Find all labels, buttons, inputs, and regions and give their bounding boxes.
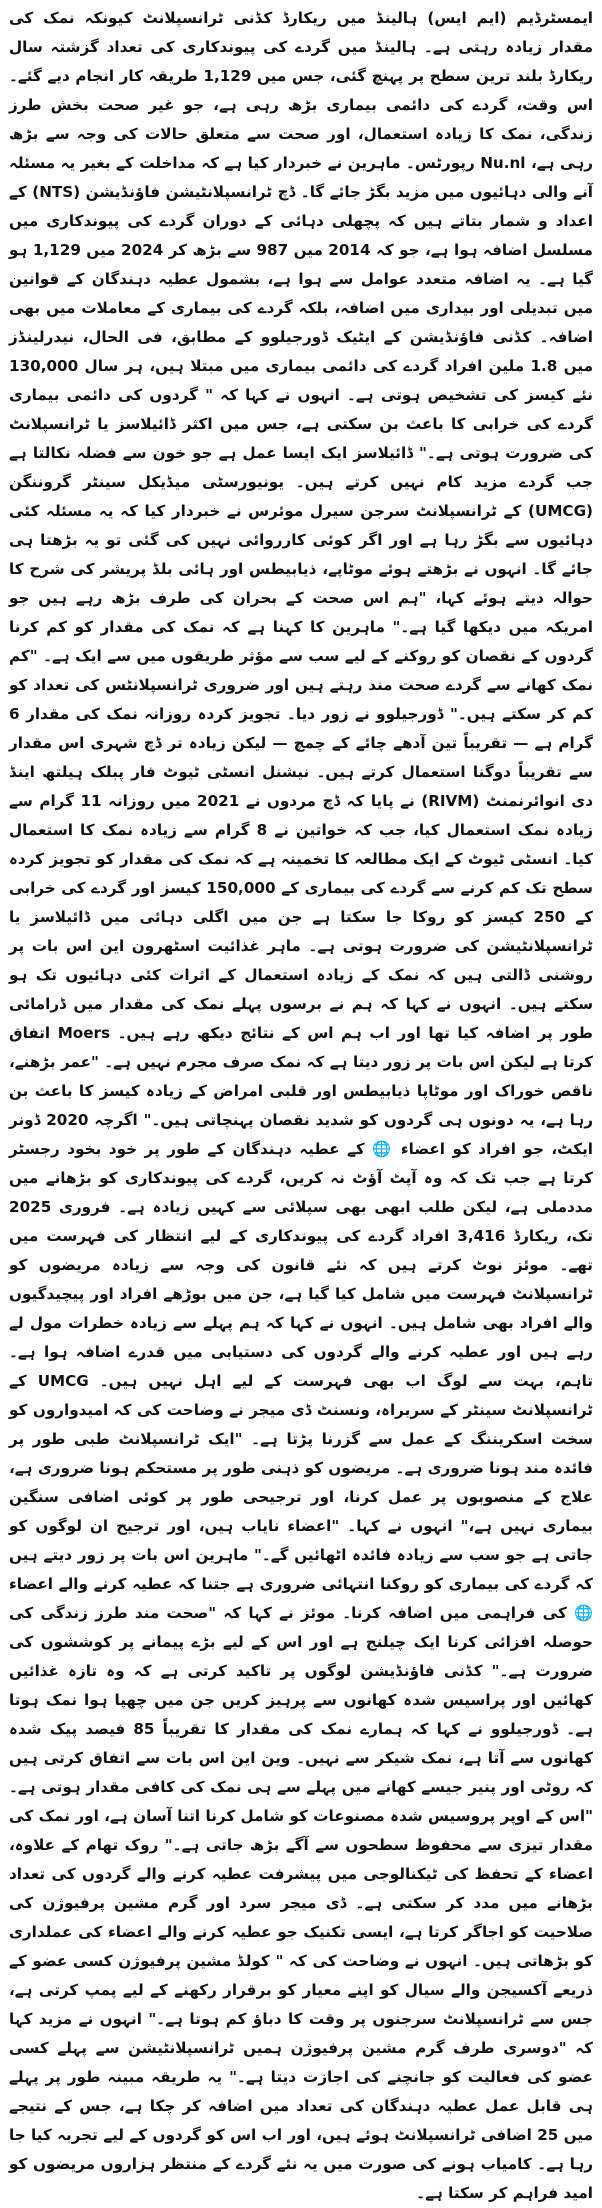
article-body-text: ایمسٹرڈیم (ایم ایس) ہالینڈ میں ریکارڈ کڈنی ٹرانسپلانٹ کیونکہ نمک کی مقدار زیادہ رہتی ہے۔ ہالینڈ میں گردے کی پیوندکاری کی تعداد گزشتہ سال ریکارڈ بلند ترین سطح پر پہنچ گئی، جس میں 1,129 طریقہ کار انجام دیے گئے۔ اس وقت، گردے کی دائمی بیماری بڑھ رہی ہے، جو غیر صحت بخش طرز زندگی، نمک کا زیادہ استعمال، اور صحت سے متعلق حالات کی وجہ سے بڑھ رہی ہے، Nu.nl رپورٹس۔ ماہرین نے خبردار کیا ہے کہ مداخلت کے بغیر یہ مسئلہ آنے والی دہائیوں میں مزید بگڑ جائے گا۔ ڈچ ٹرانسپلانٹیشن فاؤنڈیشن (NTS) کے اعداد و شمار بتاتے ہیں کہ پچھلی دہائی کے دوران گردے کی پیوندکاری میں مسلسل اضافہ ہوا ہے، جو کہ 2014 میں 987 سے بڑھ کر 2024 میں 1,129 ہو گیا ہے۔ یہ اضافہ متعدد عوامل سے ہوا ہے، بشمول عطیہ دہندگان کے قوانین میں تبدیلی اور بیداری میں اضافہ، بلکہ گردے کی بیماری کے معاملات میں بھی اضافہ۔ کڈنی فاؤنڈیشن کے ایٹیک ڈورجیلوو کے مطابق، فی الحال، نیدرلینڈز میں 1.8 ملین افراد گردے کی دائمی بیماری میں مبتلا ہیں، ہر سال 130,000 نئے کیسز کی تشخیص ہوتی ہے۔ انہوں نے کہا کہ " گردوں کی دائمی بیماری گردے کی خرابی کا باعث بن سکتی ہے، جس میں اکثر ڈائیلاسز یا ٹرانسپلانٹ کی ضرورت ہوتی ہے۔" ڈائیلاسز ایک ایسا عمل ہے جو خون سے فضلہ نکالتا ہے جب گردے مزید کام نہیں کرتے ہیں۔ یونیورسٹی میڈیکل سینٹر گروننگن (UMCG) کے ٹرانسپلانٹ سرجن سیرل موئرس نے خبردار کیا کہ یہ مسئلہ کئی دہائیوں سے بگڑ رہا ہے اور اگر کوئی کارروائی نہیں کی گئی تو یہ بڑھتا ہی جائے گا۔ انہوں نے بڑھتے ہوئے موٹاپے، ذیابیطس اور ہائی بلڈ پریشر کی شرح کا حوالہ دیتے ہوئے کہا، "ہم اس صحت کے بحران کی طرف بڑھ رہے ہیں جو امریکہ میں دیکھا گیا ہے۔" ماہرین کا کہنا ہے کہ نمک کی مقدار کو کم کرنا گردوں کے نقصان کو روکنے کے لیے سب سے مؤثر طریقوں میں سے ایک ہے۔ "کم نمک کھانے سے گردے صحت مند رہتے ہیں اور ضروری ٹرانسپلانٹس کی تعداد کو کم کر سکتے ہیں۔" ڈورجیلوو نے زور دیا۔ تجویز کردہ روزانہ نمک کی مقدار 6 گرام ہے — تقریباً تین آدھے چائے کے چمچ — لیکن زیادہ تر ڈچ شہری اس مقدار سے تقریباً دوگنا استعمال کرتے ہیں۔ نیشنل انسٹی ٹیوٹ فار پبلک ہیلتھ اینڈ دی انوائرنمنٹ (RIVM) نے پایا کہ ڈچ مردوں نے 2021 میں روزانہ 11 گرام سے زیادہ نمک استعمال کیا، جب کہ خواتین نے 8 گرام سے زیادہ نمک کا استعمال کیا۔ انسٹی ٹیوٹ کے ایک مطالعہ کا تخمینہ ہے کہ نمک کی مقدار کو تجویز کردہ سطح تک کم کرنے سے گردے کی بیماری کے 150,000 کیسز اور گردے کی خرابی کے 250 کیسز کو روکا جا سکتا ہے جن میں اگلی دہائی میں ڈائیلاسز یا ٹرانسپلانٹیشن کی ضرورت ہوتی ہے۔ ماہر غذائیت اسٹھرون این اس بات پر روشنی ڈالتی ہیں کہ نمک کے زیادہ استعمال کے اثرات کئی دہائیوں تک ہو سکتے ہیں۔ انہوں نے کہا کہ ہم نے برسوں پہلے نمک کی مقدار میں ڈرامائی طور پر اضافہ کیا تھا اور اب ہم اس کے نتائج دیکھ رہے ہیں۔ Moers اتفاق کرتا ہے لیکن اس بات پر زور دیتا ہے کہ نمک صرف مجرم نہیں ہے۔ "عمر بڑھنے، ناقص خوراک اور موٹاپا ذیابیطس اور قلبی امراض کے زیادہ کیسز کا باعث بن رہا ہے، یہ دونوں ہی گردوں کو شدید نقصان پہنچاتی ہیں۔" اگرچہ 2020 ڈونر ایکٹ، جو افراد کو اعضاء 🌐 کے عطیہ دہندگان کے طور پر خود بخود رجسٹر کرتا ہے جب تک کہ وہ آپٹ آؤٹ نہ کریں، گردے کی پیوندکاری کو بڑھانے میں مددملی ہے، لیکن طلب ابھی بھی سپلائی سے کہیں زیادہ ہے۔ فروری 2025 تک، ریکارڈ 3,416 افراد گردے کی پیوندکاری کے لیے انتظار کی فہرست میں تھے۔ موئز نوٹ کرتے ہیں کہ نئے قانون کی وجہ سے زیادہ مریضوں کو ٹرانسپلانٹ فہرست میں شامل کیا گیا ہے، جن میں بوڑھے افراد اور پیچیدگیوں والے افراد بھی شامل ہیں۔ انہوں نے کہا کہ ہم پہلے سے زیادہ خطرات مول لے رہے ہیں اور عطیہ کرنے والے گردوں کی دستیابی میں قدرے اضافہ ہوا ہے۔ تاہم، بہت سے لوگ اب بھی فہرست کے لیے اہل نہیں ہیں۔ UMCG کے ٹرانسپلانٹ سینٹر کے سربراہ، ونسنٹ ڈی میجر نے وضاحت کی کہ امیدواروں کو سخت اسکریننگ کے عمل سے گزرنا پڑتا ہے۔ "ایک ٹرانسپلانٹ طبی طور پر فائدہ مند ہونا ضروری ہے۔ مریضوں کو ذہنی طور پر مستحکم ہونا ضروری ہے، علاج کے منصوبوں پر عمل کرنا، اور ترجیحی طور پر کوئی اضافی سنگین بیماری نہیں ہے،" انہوں نے کہا۔ "اعضاء نایاب ہیں، اور ترجیح ان لوگوں کو جاتی ہے جو سب سے زیادہ فائدہ اٹھائیں گے۔" ماہرین اس بات پر زور دیتے ہیں کہ گردے کی بیماری کو روکنا انتہائی ضروری ہے جتنا کہ عطیہ کرنے والے اعضاء 🌐 کی فراہمی میں اضافہ کرنا۔ موئز نے کہا کہ "صحت مند طرز زندگی کی حوصلہ افزائی کرنا ایک چیلنج ہے اور اس کے لیے بڑے پیمانے پر کوششوں کی ضرورت ہے۔" کڈنی فاؤنڈیشن لوگوں پر تاکید کرتی ہے کہ وہ تازہ غذائیں کھائیں اور پراسیس شدہ کھانوں سے پرہیز کریں جن میں چھپا ہوا نمک ہوتا ہے۔ ڈورجیلوو نے کہا کہ ہمارے نمک کی مقدار کا تقریباً 85 فیصد پیک شدہ کھانوں سے آتا ہے، نمک شیکر سے نہیں۔ وین این اس بات سے اتفاق کرتی ہیں کہ روٹی اور پنیر جیسے کھانے میں پہلے سے ہی نمک کی کافی مقدار ہوتی ہے۔ "اس کے اوپر پروسیس شدہ مصنوعات کو شامل کرنا اتنا آسان ہے، اور نمک کی مقدار تیزی سے محفوظ سطحوں سے آگے بڑھ جاتی ہے۔" روک تھام کے علاوہ، اعضاء کے تحفظ کی ٹیکنالوجی میں پیشرفت عطیہ کرنے والے گردوں کی تعداد بڑھانے میں مدد کر سکتی ہے۔ ڈی میجر سرد اور گرم مشین پرفیوژن کی صلاحیت کو اجاگر کرتا ہے، ایسی تکنیک جو عطیہ کرنے والے اعضاء کی عملداری کو بڑھاتی ہیں۔ انہوں نے وضاحت کی کہ " کولڈ مشین پرفیوژن کسی عضو کے ذریعے آکسیجن والے سیال کو اپنے معیار کو برقرار رکھنے کے لیے پمپ کرتی ہے، جس سے ٹرانسپلانٹ سرجنوں پر وقت کا دباؤ کم ہوتا ہے۔" انہوں نے مزید کہا کہ "دوسری طرف گرم مشین پرفیوژن ہمیں ٹرانسپلانٹیشن سے پہلے کسی عضو کی فعالیت کو جانچنے کی اجازت دیتا ہے۔" یہ طریقہ مبینہ طور پر پہلے ہی قابل عمل عطیہ دہندگان کی تعداد میں اضافہ کر چکا ہے، جس کے نتیجے میں 25 اضافی ٹرانسپلانٹ ہوئے ہیں، اور اب اس کو گردوں کے لیے تجربہ کیا جا رہا ہے۔ کامیاب ہونے کی صورت میں یہ نئے گردے کے منتظر ہزاروں مریضوں کو امید فراہم کر سکتا ہے۔ — [9, 9, 594, 2202]
